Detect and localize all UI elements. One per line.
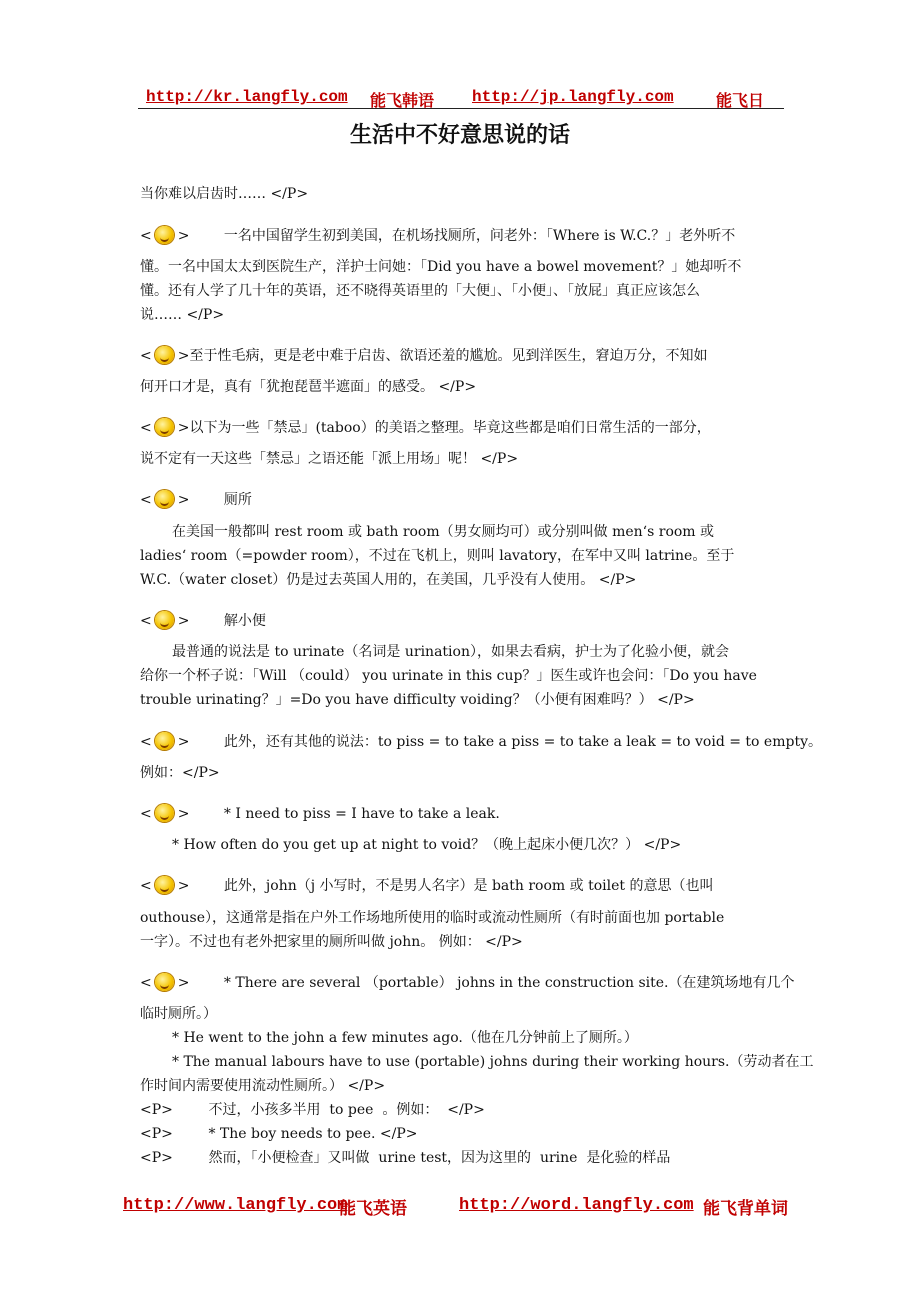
para-1-line-3: 懂。还有人学了几十年的英语，还不晓得英语里的「大便」、「小便」、「放屁」真正应该怎么: [140, 283, 700, 299]
smiley-face-icon: [154, 730, 176, 752]
para-1-line-4: 说…… </P>: [140, 307, 225, 323]
marker-open: <: [140, 420, 152, 436]
marker-close: >: [177, 228, 190, 244]
heading-toilet: [140, 488, 252, 510]
para-4-line-3: W.C.（water closet）仍是过去英国人用的，在美国，几乎没有人使用。 </P>: [140, 572, 637, 588]
para-7-line-3: 一字）。不过也有老外把家里的厕所叫做 john。 例如： </P>: [140, 934, 523, 950]
footer-label-www: 能飞英语: [339, 1199, 407, 1219]
header-label-jp: 能飞日: [716, 91, 765, 110]
header-label-kr: 能飞韩语: [370, 91, 435, 110]
smiley-face-icon: [154, 971, 176, 993]
para-2-line-1: [140, 344, 707, 366]
para-2-line-2: 何开口才是，真有「犹抱琵琶半遮面」的感受。 </P>: [140, 379, 477, 395]
example-5-line-1: * The manual labours have to use (portable) johns during their working hours.（劳动者在工: [172, 1054, 814, 1070]
para-4-line-2: ladies‘ room（=powder room），不过在飞机上，则叫 lavatory，在军中又叫 latrine。至于: [140, 548, 735, 564]
page-footer: [123, 1194, 803, 1218]
para-7-text-1: 此外，john（j 小写时，不是男人名字）是 bath room 或 toilet 的意思（也叫: [223, 878, 714, 894]
para-4-line-1: 在美国一般都叫 rest room 或 bath room（男女厕均可）或分别叫做 men‘s room 或: [172, 524, 715, 540]
page-header: [138, 88, 784, 109]
para-6-text-1: 此外，还有其他的说法：to piss = to take a piss = to take a leak = to void = to empty。: [223, 734, 822, 750]
para-2-text-1: 至于性毛病，更是老中难于启齿、欲语还羞的尴尬。见到洋医生，窘迫万分，不知如: [189, 348, 708, 364]
marker-open: <: [140, 348, 152, 364]
marker-close: >: [177, 734, 190, 750]
marker-open: <: [140, 806, 152, 822]
marker-open: <: [140, 228, 152, 244]
para-3-text-1: 以下为一些「禁忌」(taboo）的美语之整理。毕竟这些都是咱们日常生活的一部分，: [189, 420, 711, 436]
example-5-line-2: 作时间内需要使用流动性厕所。） </P>: [140, 1078, 386, 1094]
para-1-text-1: 一名中国留学生初到美国，在机场找厕所，问老外：「Where is W.C.？」老外听不: [223, 228, 736, 244]
document-title: 生活中不好意思说的话: [349, 123, 570, 148]
para-6-line-1: [140, 730, 822, 752]
footer-label-word: 能飞背单词: [703, 1199, 788, 1219]
header-link-kr[interactable]: http://kr.langfly.com: [146, 88, 348, 106]
heading-toilet-text: 厕所: [223, 492, 252, 508]
example-3-text-1: * There are several （portable） johns in the construction site.（在建筑场地有几个: [223, 975, 795, 991]
smiley-face-icon: [154, 488, 176, 510]
marker-open: <: [140, 613, 152, 629]
smiley-face-icon: [154, 802, 176, 824]
smiley-face-icon: [154, 224, 176, 246]
marker-open: <: [140, 492, 152, 508]
para-7-line-2: outhouse），这通常是指在户外工作场地所使用的临时或流动性厕所（有时前面也加 portable: [140, 910, 725, 926]
smiley-face-icon: [154, 609, 176, 631]
para-3-line-1: [140, 416, 711, 438]
para-1-line-1: [140, 224, 735, 246]
example-4-line: * He went to the john a few minutes ago.（他在几分钟前上了厕所。）: [172, 1030, 638, 1046]
heading-urinate: [140, 609, 266, 631]
marker-open: <: [140, 878, 152, 894]
example-3-line-1: [140, 971, 795, 993]
para-5-line-3: trouble urinating？」=Do you have difficulty voiding？（小便有困难吗？） </P>: [140, 692, 695, 708]
heading-urinate-text: 解小便: [223, 613, 266, 629]
para-8-line: <P> 不过，小孩多半用 to pee 。例如： </P>: [140, 1102, 485, 1118]
para-7-line-1: [140, 874, 713, 896]
marker-open: <: [140, 734, 152, 750]
marker-close: >: [177, 613, 190, 629]
example-6-line: <P> * The boy needs to pee. </P>: [140, 1126, 418, 1142]
example-2-line: * How often do you get up at night to void？（晚上起床小便几次？） </P>: [172, 837, 682, 853]
intro-line: 当你难以启齿时…… </P>: [140, 186, 309, 202]
marker-close: >: [177, 975, 190, 991]
example-3-line-2: 临时厕所。）: [140, 1006, 217, 1022]
para-3-line-2: 说不定有一天这些「禁忌」之语还能「派上用场」呢！ </P>: [140, 451, 519, 467]
para-5-line-1: 最普通的说法是 to urinate（名词是 urination），如果去看病，护士为了化验小便，就会: [172, 644, 729, 660]
header-link-jp[interactable]: http://jp.langfly.com: [472, 88, 674, 106]
smiley-face-icon: [154, 344, 176, 366]
marker-close: >: [177, 492, 190, 508]
marker-open: <: [140, 975, 152, 991]
footer-link-word[interactable]: http://word.langfly.com: [459, 1196, 694, 1215]
marker-close: >: [177, 878, 190, 894]
para-5-line-2: 给你一个杯子说：「Will （could） you urinate in this cup？」医生或许也会问：「Do you have: [140, 668, 757, 684]
smiley-face-icon: [154, 416, 176, 438]
example-1-line-1: [140, 802, 500, 824]
marker-close: >: [177, 420, 190, 436]
para-9-line: <P> 然而，「小便检查」又叫做 urine test，因为这里的 urine 是化验的样品: [140, 1150, 671, 1166]
para-6-line-2: 例如：</P>: [140, 765, 220, 781]
smiley-face-icon: [154, 874, 176, 896]
marker-close: >: [177, 348, 190, 364]
example-1-text: * I need to piss = I have to take a leak.: [223, 806, 500, 822]
footer-link-www[interactable]: http://www.langfly.com: [123, 1196, 348, 1215]
para-1-line-2: 懂。一名中国太太到医院生产，洋护士问她：「Did you have a bowel movement？」她却听不: [140, 259, 742, 275]
marker-close: >: [177, 806, 190, 822]
